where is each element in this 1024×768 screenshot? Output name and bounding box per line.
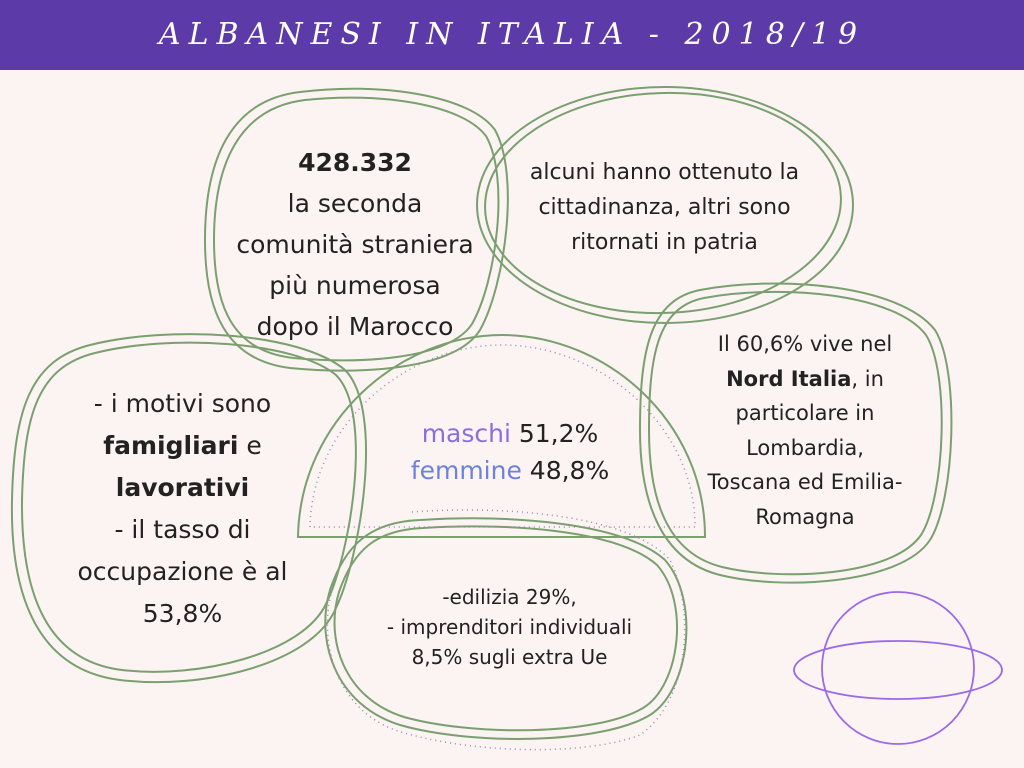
- motives-line: [55, 425, 310, 467]
- femmine-label: femmine: [410, 456, 522, 485]
- gender-block: [380, 415, 640, 489]
- work-block: [362, 582, 657, 672]
- motives-bold: lavorativi: [115, 473, 250, 502]
- maschi-label: maschi: [421, 419, 511, 448]
- citizenship-block: [512, 155, 817, 260]
- motives-bold: famigliari: [103, 431, 239, 460]
- femmine-line: [380, 452, 640, 489]
- location-line: Toscana ed Emilia-: [707, 470, 903, 494]
- work-line: - imprenditori individuali: [386, 615, 633, 639]
- citizenship-line: cittadinanza, altri sono: [538, 195, 791, 220]
- location-line: Lombardia,: [746, 435, 864, 460]
- population-line: più numerosa: [269, 271, 441, 300]
- population-line: dopo il Marocco: [256, 312, 454, 341]
- location-line: Romagna: [755, 504, 855, 529]
- motives-line: 53,8%: [142, 599, 223, 628]
- maschi-line: [380, 415, 640, 452]
- motives-block: [55, 383, 310, 635]
- motives-connector: e: [238, 431, 262, 460]
- location-line: particolare in: [735, 401, 875, 425]
- motives-line: [55, 467, 310, 509]
- citizenship-line: ritornati in patria: [571, 230, 758, 255]
- location-bold: Nord Italia: [726, 366, 852, 391]
- population-number: 428.332: [298, 148, 412, 177]
- motives-line: occupazione è al: [77, 557, 288, 586]
- motives-line: - i motivi sono: [93, 389, 272, 418]
- location-rest: , in: [851, 366, 884, 391]
- work-line: 8,5% sugli extra Ue: [411, 645, 608, 669]
- planet-icon: [794, 592, 1002, 744]
- citizenship-line: alcuni hanno ottenuto la: [529, 160, 800, 185]
- work-line: -edilizia 29%,: [442, 585, 577, 609]
- population-line: comunità straniera: [236, 230, 474, 259]
- population-line: la seconda: [287, 189, 423, 218]
- maschi-value: 51,2%: [510, 419, 599, 448]
- location-line: Il 60,6% vive nel: [717, 332, 893, 356]
- location-block: [690, 327, 920, 534]
- location-line: [690, 362, 920, 397]
- motives-line: - il tasso di: [114, 515, 251, 544]
- femmine-value: 48,8%: [521, 456, 610, 485]
- population-block: [225, 142, 485, 347]
- page-title: ALBANESI IN ITALIA - 2018/19: [158, 17, 866, 52]
